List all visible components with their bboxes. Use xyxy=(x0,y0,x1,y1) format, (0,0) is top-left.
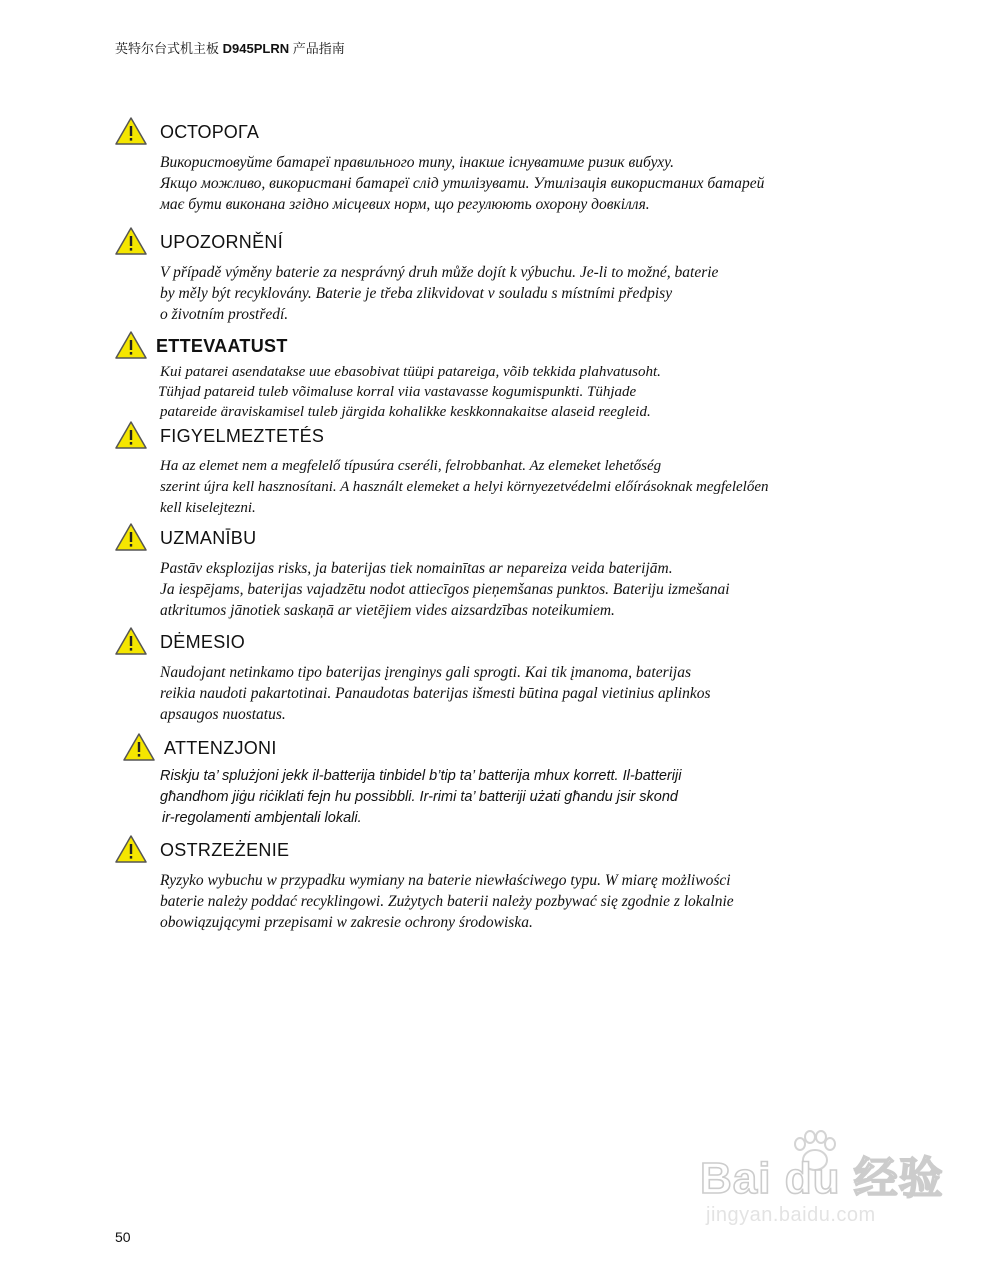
warning-line: Tühjad patareid tuleb võimaluse korral viia vastavasse kogumispunkti. Tühjade xyxy=(158,384,637,400)
warning-line: Pastāv eksplozijas risks, ja baterijas tiek nomainītas ar nepareiza veida baterijām. xyxy=(160,560,673,577)
warning-line: apsaugos nuostatus. xyxy=(160,706,286,723)
header-prefix: 英特尔台式机主板 xyxy=(115,41,223,56)
baidu-watermark xyxy=(700,1130,944,1240)
warning-triangle-icon xyxy=(114,330,148,360)
warning-triangle-icon xyxy=(122,732,156,762)
warning-line: ir-regolamenti ambjentali lokali. xyxy=(162,810,362,826)
warning-line: V případě výměny baterie za nesprávný druh může dojít k výbuchu. Je-li to možné, baterie xyxy=(160,264,719,281)
warning-title: UPOZORNĚNÍ xyxy=(160,232,284,252)
header-suffix: 产品指南 xyxy=(289,41,345,56)
warning-text xyxy=(160,152,880,215)
warning-line: Ryzyko wybuchu w przypadku wymiany na baterie niewłaściwego typu. W miarę możliwości xyxy=(160,872,731,889)
watermark-logo: Bai du 经验 xyxy=(700,1154,944,1203)
warning-text xyxy=(160,262,880,325)
warning-line: obowiązującymi przepisami w zakresie ochrony środowiska. xyxy=(160,914,533,931)
warning-title: DĖMESIO xyxy=(160,632,246,652)
warning-triangle-icon xyxy=(114,420,148,450)
warning-title: ОСТОРОГА xyxy=(160,122,260,142)
warning-line: Ja iespējams, baterijas vajadzētu nodot attiecīgos pieņemšanas punktos. Bateriju izmešanai xyxy=(160,581,730,598)
warning-line: reikia naudoti pakartotinai. Panaudotas baterijas išmesti būtina pagal vietinius aplinkos xyxy=(160,685,711,702)
warning-triangle-icon xyxy=(114,834,148,864)
warning-line: Riskju ta’ splużjoni jekk il-batterija tinbidel b’tip ta’ batterija mhux korrett. Il-batteriji xyxy=(160,768,682,784)
page-number: 50 xyxy=(115,1229,131,1245)
warning-line: baterie należy poddać recyklingowi. Zużytych baterii należy pozbywać się zgodnie z lokalnie xyxy=(160,893,734,910)
warning-text xyxy=(160,558,880,621)
warning-text xyxy=(160,766,880,829)
warning-triangle-icon xyxy=(114,116,148,146)
warning-line: Ha az elemet nem a megfelelő típusúra cseréli, felrobbanhat. Az elemeket lehetőség xyxy=(160,458,662,474)
warning-text xyxy=(160,362,880,422)
warning-line: by měly být recyklovány. Baterie je třeba zlikvidovat v souladu s místními předpisy xyxy=(160,285,673,302)
warning-title: OSTRZEŻENIE xyxy=(160,840,290,860)
warning-triangle-icon xyxy=(114,522,148,552)
warning-triangle-icon xyxy=(114,226,148,256)
warning-text xyxy=(160,870,880,933)
warning-line: o životním prostředí. xyxy=(160,306,289,323)
warning-line: має бути виконана згідно місцевих норм, що регулюють охорону довкілля. xyxy=(160,196,650,213)
warning-title: FIGYELMEZTETÉS xyxy=(160,426,325,446)
warning-line: atkritumos jānotiek saskaņā ar vietējiem vides aizsardzības noteikumiem. xyxy=(160,602,615,619)
warning-line: għandhom jiġu riċiklati fejn hu possibbli. Ir-rimi ta’ batteriji użati għandu jsir skond xyxy=(160,789,678,805)
warning-title: ETTEVAATUST xyxy=(156,336,288,356)
warning-triangle-icon xyxy=(114,626,148,656)
warning-line: Naudojant netinkamo tipo baterijas įrenginys gali sprogti. Kai tik įmanoma, baterijas xyxy=(160,664,692,681)
warning-line: patareide äraviskamisel tuleb järgida kohalikke keskkonnakaitse alaseid reegleid. xyxy=(160,404,651,420)
warning-line: szerint újra kell hasznosítani. A használt elemeket a helyi környezetvédelmi előírásoknak megfelelően xyxy=(160,479,769,495)
warning-line: Якщо можливо, використані батареї слід утилізувати. Утилізація використаних батарей xyxy=(160,175,765,192)
watermark-url: jingyan.baidu.com xyxy=(706,1204,876,1226)
warning-text xyxy=(160,456,880,519)
header-model: D945PLRN xyxy=(222,41,290,56)
warning-text xyxy=(160,662,880,725)
warning-line: Використовуйте батареї правильного типу, інакше існуватиме ризик вибуху. xyxy=(160,154,674,171)
warning-title: UZMANĪBU xyxy=(160,528,257,548)
warning-line: kell kiselejtezni. xyxy=(160,500,256,516)
warning-line: Kui patarei asendatakse uue ebasobivat tüüpi patareiga, võib tekkida plahvatusoht. xyxy=(160,364,661,380)
page-header xyxy=(115,38,345,57)
warning-title: ATTENZJONI xyxy=(164,738,277,758)
